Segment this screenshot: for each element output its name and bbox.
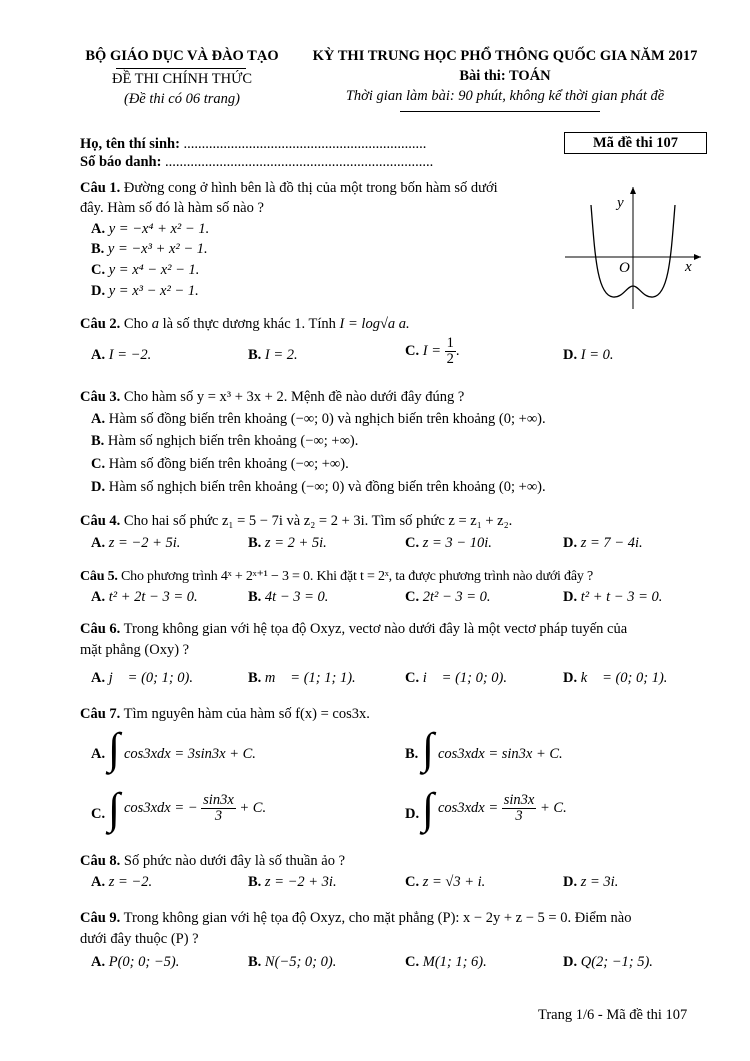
option-letter: C. [405, 589, 420, 605]
option-text: k⃗ = (0; 0; 1). [580, 670, 668, 686]
option-letter: B. [91, 241, 105, 257]
option-letter-c: C. [91, 806, 106, 822]
option-a [91, 347, 151, 364]
option-c [91, 456, 349, 473]
expr-part: cos3xdx = − [124, 800, 198, 817]
question-label: Câu 7. [80, 706, 121, 722]
option-d [563, 535, 643, 552]
option-letter-b: B. [405, 746, 419, 762]
integral-sign: ∫ [108, 784, 121, 833]
option-text: z = 3i. [580, 874, 619, 890]
option-d [563, 589, 662, 606]
option-letter: A. [91, 347, 106, 363]
option-c [91, 262, 199, 279]
option-letter: A. [91, 411, 106, 427]
option-letter: B. [91, 433, 105, 449]
question-text: là số thực dương khác 1. Tính [162, 316, 336, 332]
question-text: Cho hàm số y = x³ + 3x + 2. Mệnh đề nào dưới đây đúng ? [123, 389, 465, 405]
option-d [563, 670, 667, 687]
option-text: m⃗ = (1; 1; 1). [264, 670, 356, 686]
fraction [201, 793, 236, 824]
option-text: z = −2 + 3i. [264, 874, 337, 890]
option-letter: C. [405, 343, 420, 360]
x-label: x [685, 259, 692, 275]
option-b [248, 954, 336, 971]
question-label: Câu 2. [80, 316, 121, 332]
question-1 [80, 180, 498, 197]
option-text: z = √3 + i. [422, 874, 486, 890]
option-text: Q(2; −1; 5). [580, 954, 653, 970]
option-text: j⃗ = (0; 1; 0). [108, 670, 194, 686]
option-letter: B. [248, 874, 262, 890]
option-b [91, 433, 358, 450]
question-text: Trong không gian với hệ tọa độ Oxyz, vectơ nào dưới đây là một vectơ pháp tuyến của [123, 621, 628, 637]
option-text: i⃗ = (1; 0; 0). [422, 670, 508, 686]
id-label: Số báo danh: [80, 154, 162, 170]
divider [116, 68, 246, 69]
option-text: I = −2. [108, 347, 152, 363]
question-3 [80, 389, 464, 406]
option-a [91, 221, 209, 238]
question-5 [80, 568, 593, 585]
option-letter: A. [91, 589, 106, 605]
option-text: y = x⁴ − x² − 1. [108, 262, 200, 278]
option-c [405, 874, 485, 891]
option-b [248, 874, 337, 891]
option-text: Hàm số đồng biến trên khoảng (−∞; 0) và nghịch biến trên khoảng (0; +∞). [108, 411, 546, 427]
option-text-c [124, 793, 266, 824]
option-letter: C. [91, 456, 106, 472]
question-text: dưới đây thuộc (P) ? [80, 931, 199, 947]
option-letter: B. [248, 347, 262, 363]
option-letter: D. [563, 954, 578, 970]
question-label: Câu 5. [80, 569, 118, 584]
expr-part: cos3xdx = [438, 800, 499, 817]
integral-sign: ∫ [422, 784, 435, 833]
option-text: z = −2 + 5i. [108, 535, 181, 551]
option-letter: D. [91, 283, 106, 299]
option-c [405, 670, 507, 687]
integral-sign: ∫ [108, 724, 121, 773]
question-label: Câu 4. [80, 513, 121, 529]
option-text: y = −x⁴ + x² − 1. [108, 221, 210, 237]
option-text: t² + t − 3 = 0. [580, 589, 663, 605]
option-a [91, 411, 546, 428]
question-8 [80, 853, 345, 870]
option-letter: D. [563, 535, 578, 551]
option-text: I = 0. [580, 347, 614, 363]
page-count: (Đề thi có 06 trang) [124, 91, 240, 107]
option-letter: C. [91, 262, 106, 278]
option-letter: C. [405, 670, 420, 686]
option-text: z = −2. [108, 874, 153, 890]
fraction [445, 336, 456, 367]
option-c [405, 336, 459, 367]
option-text: y = −x³ + x² − 1. [107, 241, 208, 257]
question-text: mặt phẳng (Oxy) ? [80, 642, 190, 658]
option-letter-d: D. [405, 806, 420, 822]
question-2 [80, 316, 410, 333]
question-expr: I = log√a a. [339, 316, 410, 332]
question-text: Tìm nguyên hàm của hàm số f(x) = cos3x. [123, 706, 370, 722]
exam-title: KỲ THI TRUNG HỌC PHỔ THÔNG QUỐC GIA NĂM 2017 [312, 48, 698, 64]
option-d [563, 874, 618, 891]
option-letter: A. [91, 874, 106, 890]
integral-sign: ∫ [422, 724, 435, 773]
subject: Bài thi: TOÁN [459, 68, 551, 84]
question-6 [80, 621, 627, 638]
option-text: z = 2 + 5i. [264, 535, 327, 551]
option-letter: A. [91, 221, 106, 237]
option-c [405, 589, 491, 606]
option-text-a: cos3xdx = 3sin3x + C. [124, 746, 256, 762]
candidate-name-row [80, 136, 426, 153]
option-text: I = 2. [264, 347, 298, 363]
option-text: t² + 2t − 3 = 0. [108, 589, 198, 605]
option-b [91, 241, 208, 258]
option-text-b: cos3xdx = sin3x + C. [438, 746, 563, 762]
question-label: Câu 6. [80, 621, 121, 637]
option-letter: B. [248, 670, 262, 686]
option-c [405, 535, 492, 552]
question-text: Cho phương trình 4ˣ + 2ˣ⁺¹ − 3 = 0. Khi đặt t = 2ˣ, ta được phương trình nào dưới đây ? [121, 569, 593, 584]
option-text: z = 7 − 4i. [580, 535, 643, 551]
ministry-name: BỘ GIÁO DỤC VÀ ĐÀO TẠO [85, 48, 279, 64]
exam-code-box: Mã đề thi 107 [564, 132, 707, 154]
numerator: sin3x [203, 792, 234, 808]
option-text: M(1; 1; 6). [422, 954, 487, 970]
option-a [91, 954, 179, 971]
fraction [502, 793, 537, 824]
question-text: Đường cong ở hình bên là đồ thị của một trong bốn hàm số dưới [123, 180, 498, 196]
option-text: Hàm số nghịch biến trên khoảng (−∞; 0) và đồng biến trên khoảng (0; +∞). [108, 479, 546, 495]
option-text: P(0; 0; −5). [108, 954, 180, 970]
option-letter: D. [563, 347, 578, 363]
question-var: a [151, 316, 159, 332]
option-d [91, 479, 546, 496]
name-dots: ................................................................... [183, 136, 427, 152]
origin-label: O [619, 260, 630, 276]
option-letter: A. [91, 954, 106, 970]
question-label: Câu 9. [80, 910, 121, 926]
option-a [91, 874, 152, 891]
id-dots: .......................................................................... [165, 154, 434, 170]
option-text: 4t − 3 = 0. [264, 589, 329, 605]
x-axis-arrow [694, 254, 701, 260]
numerator: 1 [446, 335, 454, 351]
option-text-d [438, 793, 567, 824]
option-d [563, 954, 653, 971]
option-b [248, 589, 328, 606]
question-text: đây. Hàm số đó là hàm số nào ? [80, 200, 264, 216]
candidate-id-row [80, 154, 433, 171]
question-9 [80, 910, 631, 927]
question-label: Câu 8. [80, 853, 121, 869]
option-text: Hàm số đồng biến trên khoảng (−∞; +∞). [108, 456, 349, 472]
option-text: Hàm số nghịch biến trên khoảng (−∞; +∞). [107, 433, 359, 449]
option-text: z = 3 − 10i. [422, 535, 492, 551]
expr-part: + C. [239, 800, 267, 817]
option-letter: B. [248, 535, 262, 551]
denominator: 2 [446, 351, 454, 368]
option-letter: D. [563, 670, 578, 686]
option-letter: B. [248, 954, 262, 970]
option-d [563, 347, 613, 364]
official-label: ĐỀ THI CHÍNH THỨC [111, 71, 252, 87]
option-a [91, 535, 180, 552]
page-footer: Trang 1/6 - Mã đề thi 107 [538, 1007, 688, 1023]
option-a [91, 670, 193, 687]
question-text: Cho hai số phức z₁ = 5 − 7i và z₂ = 2 + 3i. Tìm số phức z = z₁ + z₂. [123, 513, 513, 529]
option-letter: C. [405, 874, 420, 890]
time-limit: Thời gian làm bài: 90 phút, không kể thời gian phát đề [345, 88, 665, 104]
option-text: 2t² − 3 = 0. [422, 589, 491, 605]
option-letter: D. [563, 589, 578, 605]
option-a [91, 589, 198, 606]
denominator: 3 [515, 808, 523, 825]
option-letter: D. [563, 874, 578, 890]
option-b [248, 670, 356, 687]
question-7 [80, 706, 370, 723]
option-text: . [455, 343, 460, 360]
option-text: I = [422, 343, 441, 360]
option-b [248, 535, 327, 552]
numerator: sin3x [503, 792, 535, 808]
function-graph [565, 185, 705, 310]
name-label: Họ, tên thí sinh: [80, 136, 180, 152]
option-letter: A. [91, 670, 106, 686]
divider [400, 111, 600, 112]
option-letter-a: A. [91, 746, 106, 762]
option-b [248, 347, 298, 364]
option-c [405, 954, 487, 971]
option-text: y = x³ − x² − 1. [108, 283, 199, 299]
option-d [91, 283, 199, 300]
y-axis-arrow [630, 187, 636, 194]
y-label: y [617, 195, 624, 211]
option-letter: D. [91, 479, 106, 495]
question-text: Trong không gian với hệ tọa độ Oxyz, cho mặt phẳng (P): x − 2y + z − 5 = 0. Điểm nào [123, 910, 632, 926]
option-letter: C. [405, 954, 420, 970]
question-text: Số phức nào dưới đây là số thuần ảo ? [123, 853, 346, 869]
question-label: Câu 3. [80, 389, 121, 405]
option-letter: C. [405, 535, 420, 551]
option-letter: A. [91, 535, 106, 551]
option-text: N(−5; 0; 0). [264, 954, 337, 970]
option-letter: B. [248, 589, 262, 605]
question-4 [80, 513, 512, 530]
expr-part: + C. [539, 800, 567, 817]
question-text: Cho [123, 316, 149, 332]
denominator: 3 [214, 808, 223, 825]
question-label: Câu 1. [80, 180, 121, 196]
